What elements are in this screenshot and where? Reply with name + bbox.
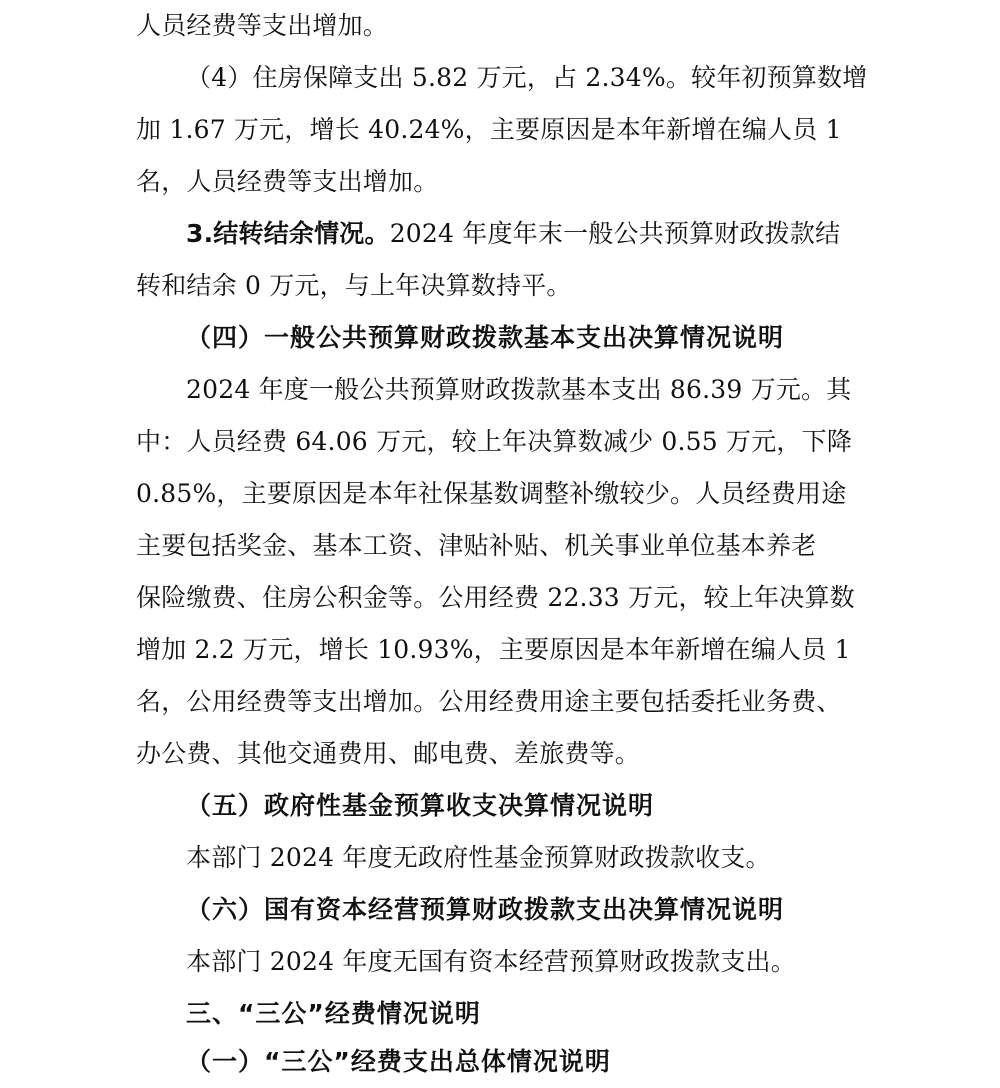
paragraph-line: 主要包括奖金、基本工资、津贴补贴、机关事业单位基本养老	[136, 531, 817, 560]
paragraph-line: 转和结余 0 万元，与上年决算数持平。	[136, 271, 572, 300]
paragraph-line: 加 1.67 万元，增长 40.24%，主要原因是本年新增在编人员 1	[136, 115, 842, 144]
paragraph-line: 名，人员经费等支出增加。	[136, 167, 439, 196]
paragraph-line: 中：人员经费 64.06 万元，较上年决算数减少 0.55 万元，下降	[136, 427, 853, 456]
paragraph-text: 2024 年度年末一般公共预算财政拨款结	[389, 219, 841, 248]
paragraph-line: 保险缴费、住房公积金等。公用经费 22.33 万元，较上年决算数	[136, 583, 855, 612]
paragraph-line: （4）住房保障支出 5.82 万元，占 2.34%。较年初预算数增	[186, 63, 868, 92]
section-heading: （一）“三公”经费支出总体情况说明	[186, 1047, 611, 1076]
paragraph-line: 本部门 2024 年度无政府性基金预算财政拨款收支。	[186, 843, 771, 872]
inline-heading: 3.结转结余情况。	[186, 219, 390, 248]
section-heading: （五）政府性基金预算收支决算情况说明	[186, 791, 655, 820]
paragraph-line: 办公费、其他交通费用、邮电费、差旅费等。	[136, 739, 641, 768]
chapter-heading: 三、“三公”经费情况说明	[186, 999, 481, 1028]
paragraph-line: 0.85%，主要原因是本年社保基数调整补缴较少。人员经费用途	[136, 479, 847, 508]
section-heading: （四）一般公共预算财政拨款基本支出决算情况说明	[186, 323, 785, 352]
paragraph-line: 增加 2.2 万元，增长 10.93%，主要原因是本年新增在编人员 1	[136, 635, 851, 664]
paragraph-line: 人员经费等支出增加。	[136, 11, 389, 40]
paragraph-line: 2024 年度一般公共预算财政拨款基本支出 86.39 万元。其	[186, 375, 852, 404]
paragraph-line	[186, 208, 840, 260]
paragraph-line: 本部门 2024 年度无国有资本经营预算财政拨款支出。	[186, 947, 796, 976]
section-heading: （六）国有资本经营预算财政拨款支出决算情况说明	[186, 895, 785, 924]
paragraph-line: 名，公用经费等支出增加。公用经费用途主要包括委托业务费、	[136, 687, 842, 716]
